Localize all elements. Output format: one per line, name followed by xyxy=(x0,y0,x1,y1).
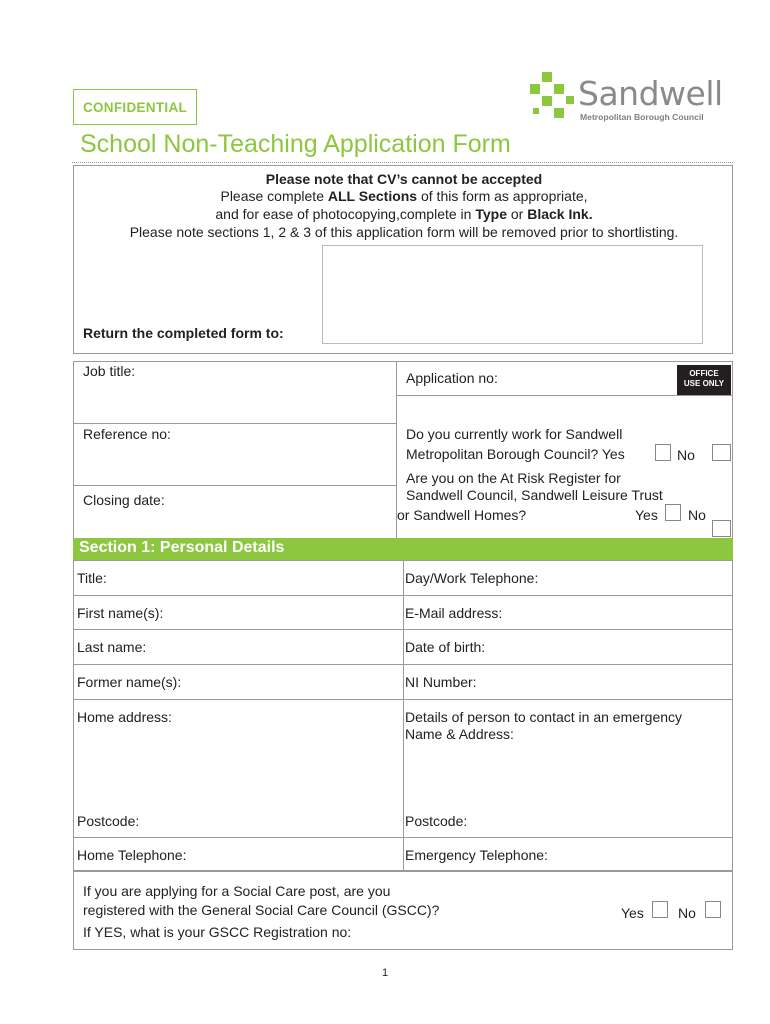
q-sandwell-employee-line1: Do you currently work for Sandwell xyxy=(406,426,623,442)
page-number: 1 xyxy=(381,967,389,979)
logo-subtitle: Metropolitan Borough Council xyxy=(580,112,704,122)
ni-number-field[interactable]: NI Number: xyxy=(405,674,477,690)
divider xyxy=(396,395,733,396)
return-address-field[interactable] xyxy=(322,245,703,344)
divider xyxy=(73,629,733,630)
employee-no-checkbox[interactable] xyxy=(712,444,731,461)
former-name-field[interactable]: Former name(s): xyxy=(77,674,182,690)
gscc-question-line2: registered with the General Social Care Council (GSCC)? xyxy=(83,902,440,918)
emergency-postcode-field[interactable]: Postcode: xyxy=(405,813,468,829)
title-rule xyxy=(72,162,733,163)
at-risk-no-checkbox[interactable] xyxy=(712,520,731,537)
note-bold: Type xyxy=(475,206,507,222)
job-title-field[interactable]: Job title: xyxy=(83,363,136,379)
emergency-contact-label[interactable]: Details of person to contact in an emergency xyxy=(405,709,683,725)
home-telephone-field[interactable]: Home Telephone: xyxy=(77,847,187,863)
divider xyxy=(73,837,733,838)
employee-no-label: No xyxy=(677,447,695,463)
home-postcode-field[interactable]: Postcode: xyxy=(77,813,140,829)
note-text: or xyxy=(506,206,528,222)
office-use-text: OFFICE xyxy=(689,369,719,378)
shortlisting-note: Please note sections 1, 2 & 3 of this application form will be removed prior to shortlisting. xyxy=(129,224,679,240)
note-bold: ALL Sections xyxy=(327,188,418,204)
gscc-yes-checkbox[interactable] xyxy=(652,901,668,918)
closing-date-field[interactable]: Closing date: xyxy=(83,492,165,508)
at-risk-yes-label: Yes xyxy=(635,507,658,523)
q-sandwell-employee-line2: Metropolitan Borough Council? Yes xyxy=(406,446,625,462)
first-name-field[interactable]: First name(s): xyxy=(77,605,164,621)
at-risk-yes-checkbox[interactable] xyxy=(665,504,681,521)
emergency-telephone-field[interactable]: Emergency Telephone: xyxy=(405,847,548,863)
form-title: School Non-Teaching Application Form xyxy=(80,130,511,158)
note-bold: Black Ink. xyxy=(527,206,593,222)
divider xyxy=(73,485,396,486)
application-no-field[interactable]: Application no: xyxy=(406,370,498,386)
office-use-badge xyxy=(677,365,731,395)
q-at-risk-line3: or Sandwell Homes? xyxy=(397,507,527,523)
employee-yes-checkbox[interactable] xyxy=(655,444,671,461)
q-at-risk-line2: Sandwell Council, Sandwell Leisure Trust xyxy=(406,487,663,503)
reference-no-field[interactable]: Reference no: xyxy=(83,426,171,442)
last-name-field[interactable]: Last name: xyxy=(77,639,147,655)
gscc-no-checkbox[interactable] xyxy=(705,901,721,918)
logo-name: Sandwell xyxy=(578,74,723,113)
cv-note: Please note that CV’s cannot be accepted xyxy=(265,171,543,187)
return-label: Return the completed form to: xyxy=(83,325,284,341)
complete-sections-note xyxy=(74,188,734,204)
sandwell-logo-squares-icon xyxy=(528,70,578,126)
divider xyxy=(73,664,733,665)
gscc-registration-field[interactable]: If YES, what is your GSCC Registration no: xyxy=(83,924,352,940)
emergency-name-address-field[interactable]: Name & Address: xyxy=(405,726,514,742)
title-field[interactable]: Title: xyxy=(77,570,107,586)
email-field[interactable]: E-Mail address: xyxy=(405,605,503,621)
dob-field[interactable]: Date of birth: xyxy=(405,639,486,655)
at-risk-no-label: No xyxy=(688,507,706,523)
gscc-question-line1: If you are applying for a Social Care post, are you xyxy=(83,883,391,899)
office-use-text: USE ONLY xyxy=(683,379,725,388)
ink-note xyxy=(74,206,734,222)
divider xyxy=(73,595,733,596)
divider xyxy=(73,699,733,700)
divider xyxy=(403,560,404,871)
divider xyxy=(73,423,396,424)
section-1-header xyxy=(73,538,733,560)
note-text: Please complete xyxy=(220,188,328,204)
gscc-no-label: No xyxy=(678,905,696,921)
gscc-yes-label: Yes xyxy=(621,905,644,921)
confidential-badge: CONFIDENTIAL xyxy=(73,89,197,125)
day-telephone-field[interactable]: Day/Work Telephone: xyxy=(405,570,539,586)
q-at-risk-line1: Are you on the At Risk Register for xyxy=(406,470,621,486)
note-text: of this form as appropriate, xyxy=(417,188,588,204)
note-text: and for ease of photocopying,complete in xyxy=(215,206,476,222)
section-1-title: Section 1: Personal Details xyxy=(79,539,285,556)
sandwell-logo xyxy=(528,70,738,126)
home-address-field[interactable]: Home address: xyxy=(77,709,172,725)
